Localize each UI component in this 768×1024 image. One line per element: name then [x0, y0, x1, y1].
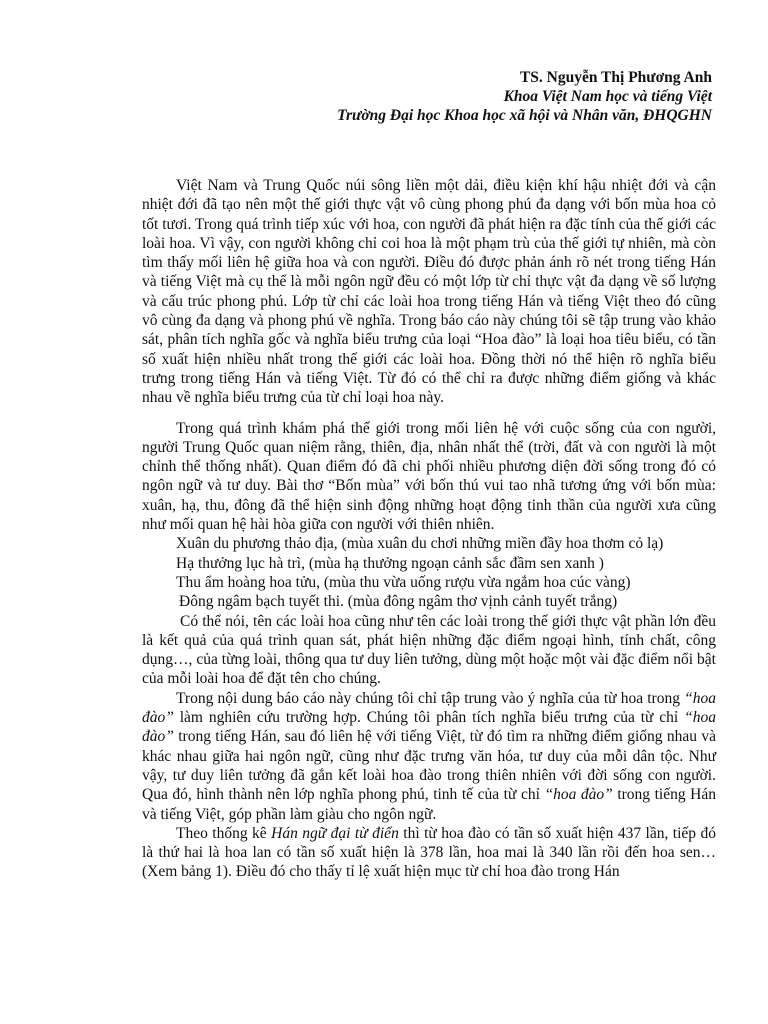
verse-line-winter: Đông ngâm bạch tuyết thi. (mùa đông ngâm thơ vịnh cảnh tuyết trắng): [179, 593, 618, 611]
scope-text-2: làm nghiên cứu trường hợp. Chúng tôi phân tích nghĩa biểu trưng của từ chỉ: [173, 709, 685, 727]
scope-term-2: “hoa đào”: [142, 709, 716, 746]
scope-text-3: trong tiếng Hán, sau đó liên hệ với tiếng Việt, từ đó tìm ra những điểm giống nhau và khác nhau giữa hai ngôn ngữ, cũng như đặc trưng văn hóa, tư duy của mỗi dân tộc. Như vậy, tư duy liên tưởng đã gắn kết loài hoa đào trong thiên nhiên với đời sống con người. Qua đó, hình thành nên lớp nghĩa phong phú, tinh tế của từ chỉ: [142, 728, 716, 804]
paragraph-naming: Có thể nói, tên các loài hoa cũng như tên các loài trong thế giới thực vật phần lớn đều là kết quả của quá trình quan sát, phát hiện những đặc điểm ngoại hình, tính chất, công dụng…, của từng loài, thông qua tư duy liên tưởng, dùng một hoặc một vài đặc điểm nổi bật của mỗi loài hoa để đặt tên cho chúng.: [142, 612, 716, 688]
paragraph-philosophy: Trong quá trình khám phá thế giới trong mối liên hệ với cuộc sống của con người, người Trung Quốc quan niệm rằng, thiên, địa, nhân nhất thể (trời, đất và con người là một chỉnh thể thống nhất). Quan điểm đó đã chi phối nhiều phương diện đời sống trong đó có ngôn ngữ và tư duy. Bài thơ “Bốn mùa” với bốn thú vui tao nhã tương ứng với bốn mùa: xuân, hạ, thu, đông đã thể hiện sinh động những hoạt động tinh thần của người xưa cũng như mối quan hệ hài hòa giữa con người với thiên nhiên.: [142, 419, 716, 534]
verse-line-spring: Xuân du phương thảo địa, (mùa xuân du chơi những miền đầy hoa thơm cỏ lạ): [176, 535, 664, 553]
verse-line-autumn: Thu ẩm hoàng hoa tửu, (mùa thu vừa uống rượu vừa ngắm hoa cúc vàng): [176, 573, 631, 591]
dictionary-title: Hán ngữ đại từ điển: [271, 824, 399, 842]
stats-text-2: thì từ hoa đào có tần số xuất hiện 437 lần, tiếp đó là thứ hai là hoa lan có tần số xuất hiện là 378 lần, hoa mai là 340 lần rồi đến hoa sen…(Xem bảng 1). Điều đó cho thấy tỉ lệ xuất hiện mục từ chỉ hoa đào trong Hán: [142, 824, 716, 881]
verse-line-summer: Hạ thưởng lục hà trì, (mùa hạ thưởng ngoạn cảnh sắc đầm sen xanh ): [176, 554, 604, 572]
scope-term-3: “hoa đào”: [544, 786, 613, 804]
paragraph-intro: Việt Nam và Trung Quốc núi sông liền một dải, điều kiện khí hậu nhiệt đới và cận nhiệt đới đã tạo nên một thế giới thực vật vô cùng phong phú đa dạng với bốn mùa hoa cỏ tốt tươi. Trong quá trình tiếp xúc với hoa, con người đã phát hiện ra đặc tính của thế giới các loài hoa. Vì vậy, con người không chỉ coi hoa là một phạm trù của thế giới tự nhiên, mà còn tìm thấy mối liên hệ giữa hoa và con người. Điều đó được phản ánh rõ nét trong tiếng Hán và tiếng Việt mà cụ thể là mỗi ngôn ngữ đều có một lớp từ chỉ thực vật đa dạng về số lượng và cấu trúc phong phú. Lớp từ chỉ các loài hoa trong tiếng Hán và tiếng Việt theo đó cũng vô cùng đa dạng và phong phú về nghĩa. Trong báo cáo này chúng tôi sẽ tập trung vào khảo sát, phân tích nghĩa gốc và nghĩa biểu trưng của loại “Hoa đào” là loại hoa tiêu biểu, có tần số xuất hiện nhiều nhất trong thế giới các loài hoa. Đồng thời nó thể hiện rõ nghĩa biểu trưng trong tiếng Hán và tiếng Việt. Từ đó có thể chỉ ra được những điểm giống và khác nhau về nghĩa biểu trưng của từ chỉ loại hoa này.: [142, 177, 716, 407]
author-university: Trường Đại học Khoa học xã hội và Nhân văn, ĐHQGHN: [337, 107, 712, 124]
body-text: [142, 176, 716, 882]
scope-text-4: trong tiếng Hán và tiếng Việt, góp phần làm giàu cho ngôn ngữ.: [142, 786, 716, 823]
author-department: Khoa Việt Nam học và tiếng Việt: [503, 88, 712, 105]
paragraph-statistics: [142, 824, 716, 882]
author-block: [337, 68, 712, 125]
scope-text-1: Trong nội dung báo cáo này chúng tôi chỉ tập trung vào ý nghĩa của từ hoa trong: [176, 689, 685, 707]
paragraph-scope: [142, 689, 716, 824]
scope-term-1: “hoa đào”: [142, 689, 716, 727]
stats-text-1: Theo thống kê: [176, 824, 272, 842]
author-name: TS. Nguyễn Thị Phương Anh: [519, 69, 712, 86]
